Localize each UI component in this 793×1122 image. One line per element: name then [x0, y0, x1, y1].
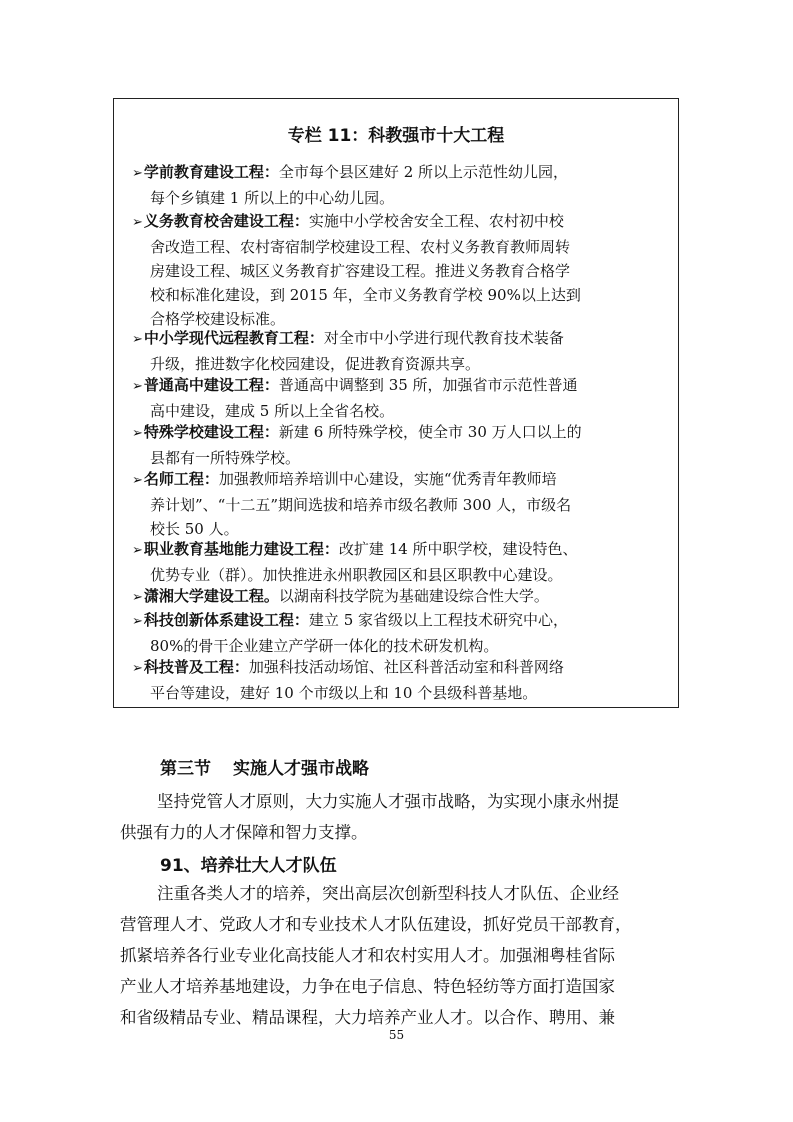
item-text: 全市每个县区建好 2 所以上示范性幼儿园，	[278, 163, 569, 181]
list-item	[132, 326, 672, 376]
page-number: 55	[388, 1028, 405, 1042]
item-text: 加强教师培养培训中心建设，实施“优秀青年教师培	[218, 470, 557, 488]
list-item	[132, 655, 672, 705]
arrow-bullet-icon: ➢	[132, 426, 143, 441]
body-paragraph	[120, 878, 678, 1033]
item-title: 学前教育建设工程：	[143, 163, 279, 181]
item-title: 特殊学校建设工程：	[143, 423, 279, 441]
item-title: 科技创新体系建设工程：	[143, 611, 309, 629]
list-item	[132, 209, 672, 331]
paragraph-line: 注重各类人才的培养，突出高层次创新型科技人才队伍、企业经	[157, 884, 619, 903]
section-title: 实施人才强市战略	[233, 759, 369, 779]
column-title: 专栏 11：科教强市十大工程	[287, 126, 505, 146]
arrow-bullet-icon: ➢	[132, 379, 143, 394]
item-text: 房建设工程、城区义务教育扩容建设工程。推进义务教育合格学	[150, 262, 571, 280]
item-text: 新建 6 所特殊学校，使全市 30 万人口以上的	[278, 423, 582, 441]
arrow-bullet-icon: ➢	[132, 332, 143, 347]
item-text: 高中建设，建成 5 所以上全省名校。	[150, 402, 395, 420]
item-text: 改扩建 14 所中职学校，建设特色、	[338, 540, 578, 558]
arrow-bullet-icon: ➢	[132, 215, 143, 230]
item-text: 建立 5 家省级以上工程技术研究中心，	[308, 611, 569, 629]
arrow-bullet-icon: ➢	[132, 543, 143, 558]
arrow-bullet-icon: ➢	[132, 166, 143, 181]
item-text: 合格学校建设标准。	[150, 310, 286, 328]
item-text: 普通高中调整到 35 所，加强省市示范性普通	[278, 376, 578, 394]
list-item	[132, 420, 672, 470]
arrow-bullet-icon: ➢	[132, 590, 143, 605]
item-text: 养计划”、“十二五”期间选拔和培养市级名教师 300 人，市级名	[150, 496, 572, 514]
list-item	[132, 537, 672, 587]
section-number: 第三节	[160, 759, 211, 779]
paragraph-line: 坚持党管人才原则，大力实施人才强市战略，为实现小康永州提	[157, 792, 619, 811]
section-heading	[160, 754, 369, 779]
item-text: 县都有一所特殊学校。	[150, 449, 301, 467]
paragraph-line: 供强有力的人才保障和智力支撑。	[120, 823, 368, 842]
column-box	[113, 98, 679, 708]
item-title: 普通高中建设工程：	[143, 376, 279, 394]
item-text: 校和标准化建设，到 2015 年，全市义务教育学校 90%以上达到	[150, 286, 581, 304]
item-text: 对全市中小学进行现代教育技术装备	[323, 329, 564, 347]
item-title: 科技普及工程：	[143, 658, 249, 676]
paragraph-line: 产业人才培养基地建设，力争在电子信息、特色轻纺等方面打造国家	[120, 977, 615, 996]
item-title: 潇湘大学建设工程。	[143, 587, 279, 605]
item-text: 升级，推进数字化校园建设，促进教育资源共享。	[150, 355, 481, 373]
list-item	[132, 373, 672, 423]
item-text: 80%的骨干企业建立产学研一体化的技术研发机构。	[150, 637, 499, 655]
arrow-bullet-icon: ➢	[132, 614, 143, 629]
paragraph-line: 抓紧培养各行业专业化高技能人才和农村实用人才。加强湘粤桂省际	[120, 946, 615, 965]
list-item	[132, 608, 672, 658]
paragraph-line: 营管理人才、党政人才和专业技术人才队伍建设，抓好党员干部教育，	[120, 915, 632, 934]
item-text: 校长 50 人。	[150, 520, 239, 538]
arrow-bullet-icon: ➢	[132, 473, 143, 488]
list-item	[132, 160, 672, 210]
list-item	[132, 584, 672, 610]
intro-paragraph	[120, 786, 678, 848]
item-text: 以湖南科技学院为基础建设综合性大学。	[278, 587, 549, 605]
item-text: 实施中小学校舍安全工程、农村初中校	[308, 212, 564, 230]
subsection-heading: 91、培养壮大人才队伍	[160, 856, 337, 876]
item-text: 舍改造工程、农村寄宿制学校建设工程、农村义务教育教师周转	[150, 238, 571, 256]
item-text: 每个乡镇建 1 所以上的中心幼儿园。	[150, 189, 395, 207]
item-title: 中小学现代远程教育工程：	[143, 329, 324, 347]
paragraph-line: 和省级精品专业、精品课程，大力培养产业人才。以合作、聘用、兼	[120, 1008, 615, 1027]
item-text: 平台等建设，建好 10 个市级以上和 10 个县级科普基地。	[150, 684, 538, 702]
item-title: 义务教育校舍建设工程：	[143, 212, 309, 230]
item-text: 加强科技活动场馆、社区科普活动室和科普网络	[248, 658, 564, 676]
item-title: 职业教育基地能力建设工程：	[143, 540, 339, 558]
arrow-bullet-icon: ➢	[132, 661, 143, 676]
item-title: 名师工程：	[143, 470, 219, 488]
list-item	[132, 467, 672, 541]
item-text: 优势专业（群）。加快推进永州职教园区和县区职教中心建设。	[150, 566, 563, 584]
